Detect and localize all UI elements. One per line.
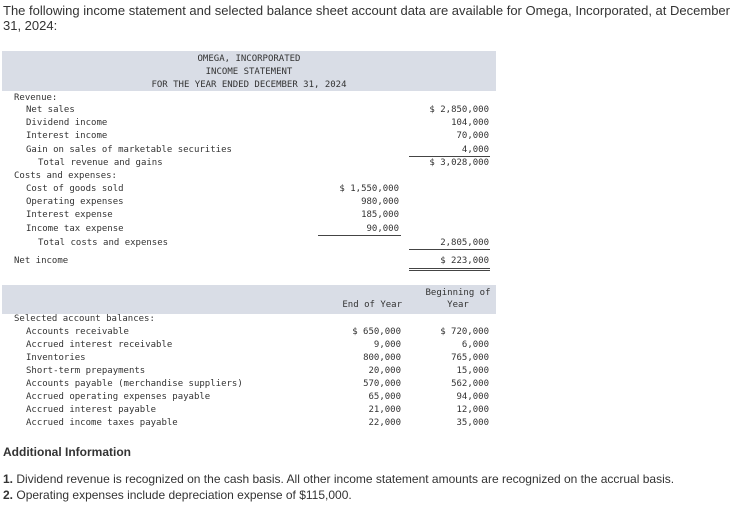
balance-row-end: 65,000 (368, 392, 401, 402)
balances-header (2, 285, 496, 314)
revenue-item-amount: $ 2,850,000 (429, 105, 489, 115)
balance-row-label: Accrued interest receivable (26, 340, 173, 350)
balance-row-label: Inventories (26, 353, 86, 363)
costs-underline (318, 235, 401, 236)
revenue-item-label: Interest income (26, 131, 108, 141)
total-costs-underline (409, 249, 490, 250)
balance-row-begin: 94,000 (456, 392, 489, 402)
balance-row-label: Accounts payable (merchandise suppliers) (26, 379, 243, 389)
balance-row-label: Accrued operating expenses payable (26, 392, 211, 402)
cost-item-label: Interest expense (26, 210, 113, 220)
balance-row-end: 20,000 (368, 366, 401, 376)
statement-title: INCOME STATEMENT (205, 67, 293, 77)
balance-row-end: 800,000 (363, 353, 401, 363)
statement-header (2, 51, 496, 91)
balance-row-begin: 6,000 (461, 340, 489, 350)
additional-info-title: Additional Information (3, 445, 131, 459)
balance-row-begin: 562,000 (451, 379, 489, 389)
cost-item-label: Income tax expense (26, 224, 124, 234)
col-beginning-line1: Beginning of (425, 288, 491, 298)
note-text: Dividend revenue is recognized on the cash basis. All other income statement amounts are recognized on the accrual basis. (16, 472, 675, 486)
total-revenue-label: Total revenue and gains (38, 158, 163, 168)
note-1 (3, 472, 674, 486)
revenue-item-label: Dividend income (26, 118, 108, 128)
cost-item-amount: $ 1,550,000 (339, 184, 399, 194)
balance-row-begin: 12,000 (456, 405, 489, 415)
revenue-item-amount: 104,000 (451, 118, 489, 128)
revenue-label: Revenue: (14, 93, 58, 103)
cost-item-amount: 980,000 (361, 197, 399, 207)
balance-row-begin: $ 720,000 (440, 327, 489, 337)
cost-item-amount: 185,000 (361, 210, 399, 220)
balance-row-end: $ 650,000 (352, 327, 401, 337)
note-2 (3, 488, 352, 502)
col-end-of-year: End of Year (342, 300, 402, 310)
net-income-double-underline (409, 270, 490, 271)
balance-row-end: 21,000 (368, 405, 401, 415)
balance-row-begin: 765,000 (451, 353, 489, 363)
revenue-underline (409, 156, 490, 157)
balance-row-label: Accounts receivable (26, 327, 129, 337)
revenue-item-label: Gain on sales of marketable securities (26, 145, 232, 155)
cost-item-label: Cost of goods sold (26, 184, 124, 194)
balance-row-end: 9,000 (373, 340, 401, 350)
company-name: OMEGA, INCORPORATED (197, 54, 301, 64)
balance-row-label: Accrued income taxes payable (26, 418, 178, 428)
balance-row-end: 22,000 (368, 418, 401, 428)
note-number: 1. (3, 472, 14, 486)
net-income-double-underline (409, 268, 490, 269)
total-costs-amount: 2,805,000 (440, 238, 489, 248)
statement-period: FOR THE YEAR ENDED DECEMBER 31, 2024 (151, 80, 347, 90)
balance-row-label: Accrued interest payable (26, 405, 157, 415)
cost-item-label: Operating expenses (26, 197, 124, 207)
net-income-amount: $ 223,000 (440, 256, 489, 266)
revenue-item-amount: 4,000 (461, 145, 489, 155)
balance-row-end: 570,000 (363, 379, 401, 389)
col-beginning-line2: Year (447, 300, 469, 310)
balance-row-begin: 15,000 (456, 366, 489, 376)
total-revenue-amount: $ 3,028,000 (429, 158, 489, 168)
balances-title: Selected account balances: (14, 314, 155, 324)
balance-row-begin: 35,000 (456, 418, 489, 428)
revenue-item-label: Net sales (26, 105, 75, 115)
balance-row-label: Short-term prepayments (26, 366, 146, 376)
note-text: Operating expenses include depreciation expense of $115,000. (16, 488, 352, 502)
revenue-item-amount: 70,000 (456, 131, 489, 141)
total-costs-label: Total costs and expenses (38, 238, 169, 248)
intro-text: The following income statement and selected balance sheet account data are available for Omega, Incorporated, at December 31, 2024: (3, 3, 730, 33)
net-income-label: Net income (14, 256, 69, 266)
costs-label: Costs and expenses: (14, 171, 117, 181)
cost-item-amount: 90,000 (366, 224, 399, 234)
note-number: 2. (3, 488, 14, 502)
